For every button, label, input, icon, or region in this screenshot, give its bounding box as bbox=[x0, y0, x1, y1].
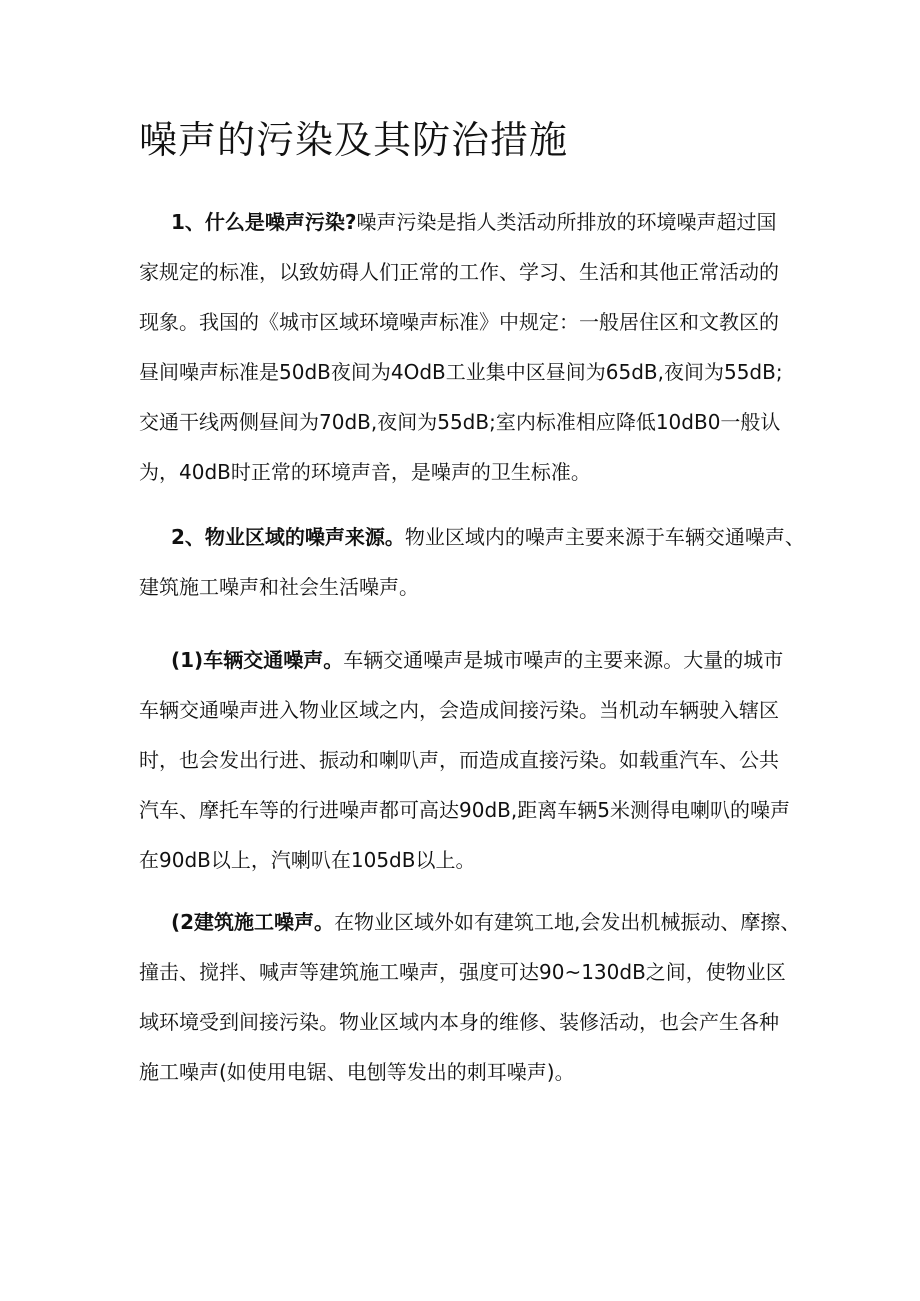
paragraph-text: 物业区域内的噪声主要来源于车辆交通噪声、 bbox=[404, 525, 805, 549]
paragraph-line bbox=[139, 512, 805, 562]
paragraph-text: 噪声污染是指人类活动所排放的环境噪声超过国 bbox=[356, 210, 777, 234]
paragraph-line: 昼间噪声标准是50dB夜间为4OdB工业集中区昼间为65dB,夜间为55dB; bbox=[139, 360, 783, 384]
paragraph-text: 车辆交通噪声是城市噪声的主要来源。大量的城市 bbox=[343, 648, 784, 672]
paragraph-line bbox=[139, 897, 799, 947]
paragraph-line: 汽车、摩托车等的行进噪声都可高达90dB,距离车辆5米测得电喇叭的噪声 bbox=[139, 798, 790, 822]
paragraph-line: 交通干线两侧昼间为70dB,夜间为55dB;室内标准相应降低10dB0一般认 bbox=[139, 410, 781, 434]
paragraph-construction-noise bbox=[139, 897, 799, 1097]
paragraph-line bbox=[139, 635, 799, 685]
paragraph-lead: 2、物业区域的噪声来源。 bbox=[171, 525, 405, 549]
paragraph-line bbox=[139, 197, 799, 247]
paragraph-lead: (1)车辆交通噪声。 bbox=[171, 648, 344, 672]
paragraph-line: 时，也会发出行进、振动和喇叭声，而造成直接污染。如载重汽车、公共 bbox=[139, 748, 779, 772]
paragraph-line: 车辆交通噪声进入物业区域之内，会造成间接污染。当机动车辆驶入辖区 bbox=[139, 698, 779, 722]
paragraph-line: 在90dB以上，汽喇叭在105dB以上。 bbox=[139, 848, 476, 872]
paragraph-line: 施工噪声(如使用电锯、电刨等发出的刺耳噪声)。 bbox=[139, 1060, 575, 1084]
paragraph-line: 域环境受到间接污染。物业区域内本身的维修、装修活动，也会产生各种 bbox=[139, 1010, 779, 1034]
paragraph-lead: 1、什么是噪声污染? bbox=[171, 210, 357, 234]
paragraph-line: 为，40dB时正常的环境声音，是噪声的卫生标准。 bbox=[139, 460, 591, 484]
paragraph-noise-sources bbox=[139, 512, 805, 612]
paragraph-line: 建筑施工噪声和社会生活噪声。 bbox=[139, 575, 419, 599]
paragraph-text: 在物业区域外如有建筑工地,会发出机械振动、摩擦、 bbox=[334, 910, 801, 934]
document-title: 噪声的污染及其防治措施 bbox=[139, 118, 569, 162]
paragraph-line: 撞击、搅拌、喊声等建筑施工噪声，强度可达90~130dB之间，使物业区 bbox=[139, 960, 786, 984]
paragraph-lead: (2建筑施工噪声。 bbox=[171, 910, 335, 934]
paragraph-noise-definition bbox=[139, 197, 799, 497]
paragraph-line: 家规定的标准，以致妨碍人们正常的工作、学习、生活和其他正常活动的 bbox=[139, 260, 779, 284]
paragraph-line: 现象。我国的《城市区域环境噪声标准》中规定：一般居住区和文教区的 bbox=[139, 310, 779, 334]
paragraph-traffic-noise bbox=[139, 635, 799, 885]
